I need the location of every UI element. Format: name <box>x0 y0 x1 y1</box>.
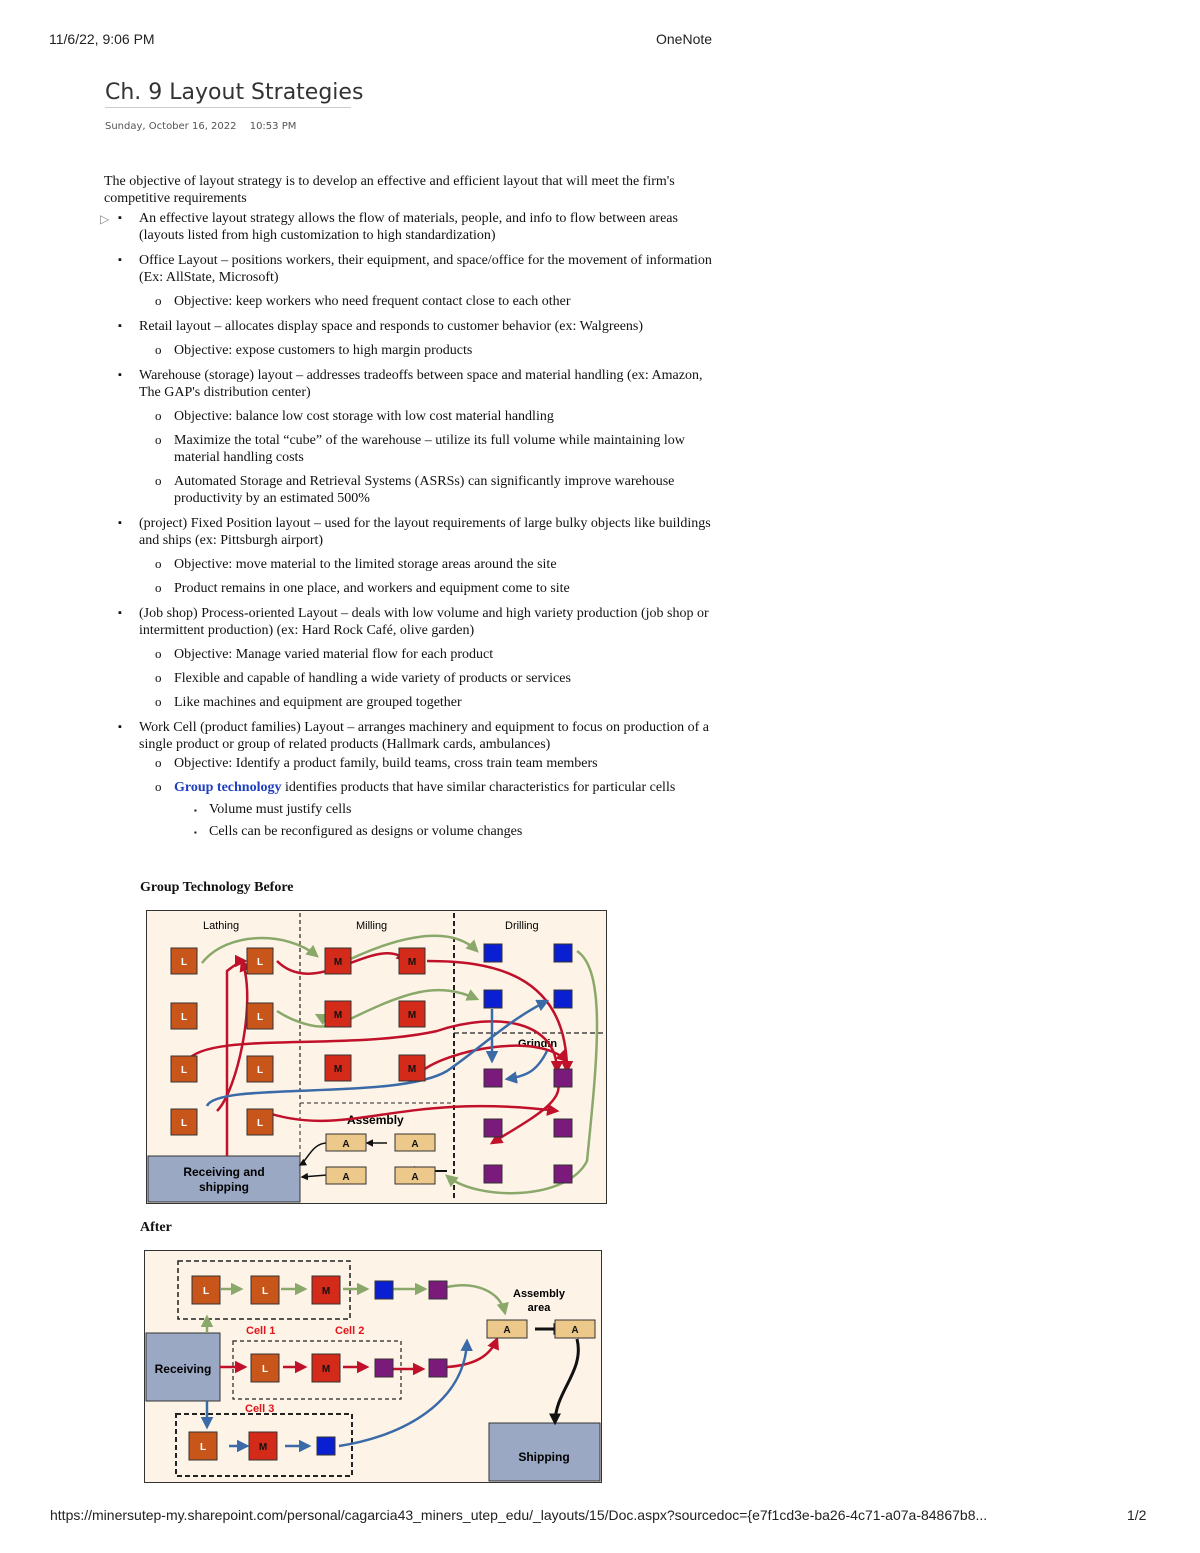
list-item-text: Like machines and equipment are grouped together <box>174 695 462 710</box>
sub-list-item <box>104 342 724 359</box>
before-layout-diagram <box>147 911 606 1203</box>
sub-list-item <box>104 556 724 573</box>
sub-list-item <box>104 432 724 466</box>
lathe-machine <box>171 1109 197 1135</box>
assembly-station <box>326 1134 366 1151</box>
svg-text:A: A <box>411 1172 419 1183</box>
sub-sub-list-item <box>104 823 724 840</box>
grind-machine <box>554 1069 572 1087</box>
intro-paragraph: The objective of layout strategy is to develop an effective and efficient layout that will meet the firm's competitive requirements <box>104 174 675 206</box>
list-item-text: Objective: balance low cost storage with low cost material handling <box>174 409 554 424</box>
mill-machine <box>325 1055 351 1081</box>
svg-text:A: A <box>342 1139 350 1150</box>
lathe-machine <box>247 1056 273 1082</box>
assembly-station <box>487 1320 527 1338</box>
assembly-area-label-1: Assembly <box>513 1288 565 1300</box>
svg-text:M: M <box>407 1010 417 1021</box>
svg-text:L: L <box>180 1065 188 1076</box>
after-caption: After <box>140 1220 172 1235</box>
list-item <box>104 252 724 286</box>
sub-list-item <box>104 646 724 663</box>
receiving-label-1: Receiving and <box>183 1165 265 1179</box>
svg-text:M: M <box>407 1064 417 1075</box>
mill-machine <box>399 1001 425 1027</box>
svg-text:L: L <box>256 1012 264 1023</box>
sub-list-item <box>104 408 724 425</box>
list-item-text: Maximize the total “cube” of the warehouse – utilize its full volume while maintaining low material handling costs <box>174 433 685 465</box>
sub-list-item <box>104 293 724 310</box>
receiving-label: Receiving <box>154 1362 212 1376</box>
grind-machine <box>484 1069 502 1087</box>
drill-machine <box>317 1437 335 1455</box>
svg-text:A: A <box>503 1325 511 1336</box>
sub-list-item <box>104 755 724 772</box>
svg-text:A: A <box>411 1139 419 1150</box>
svg-text:M: M <box>333 1010 343 1021</box>
list-item-text: Cells can be reconfigured as designs or volume changes <box>209 824 523 839</box>
svg-text:M: M <box>321 1286 331 1297</box>
list-item <box>104 515 724 549</box>
print-page-number: 1/2 <box>1127 1507 1147 1523</box>
svg-text:L: L <box>256 1118 264 1129</box>
mill-machine <box>312 1276 340 1304</box>
drill-machine <box>554 990 572 1008</box>
svg-text:L: L <box>256 957 264 968</box>
sub-list-item <box>104 473 724 507</box>
list-item <box>104 318 724 335</box>
svg-text:L: L <box>180 957 188 968</box>
mill-machine <box>312 1354 340 1382</box>
svg-text:M: M <box>407 957 417 968</box>
grind-machine <box>484 1165 502 1183</box>
grind-machine <box>375 1359 393 1377</box>
list-item-text: Work Cell (product families) Layout – arranges machinery and equipment to focus on production of a single product or group of related products (Hallmark cards, ambulances) <box>139 720 709 752</box>
list-item <box>104 719 724 753</box>
drill-machine <box>484 990 502 1008</box>
list-item-text: Office Layout – positions workers, their equipment, and space/office for the movement of information (Ex: AllState, Microsoft) <box>139 253 712 285</box>
sub-list-item <box>104 580 724 597</box>
list-item <box>100 210 724 244</box>
sub-sub-list-item <box>104 801 724 818</box>
assembly-label: Assembly <box>347 1113 404 1127</box>
receiving-shipping-dock <box>148 1156 300 1202</box>
mill-machine <box>325 1001 351 1027</box>
svg-text:A: A <box>571 1325 579 1336</box>
list-item-text: identifies products that have similar characteristics for particular cells <box>281 780 676 795</box>
group-technology-link[interactable]: Group technology <box>174 780 282 795</box>
list-item-text: (project) Fixed Position layout – used for the layout requirements of large bulky objects like buildings and ships (ex: Pittsburgh airport) <box>139 516 711 548</box>
list-item-text: An effective layout strategy allows the flow of materials, people, and info to flow between areas (layouts listed from high customization to high standardization) <box>139 211 678 243</box>
list-item-text: Automated Storage and Retrieval Systems (ASRSs) can significantly improve warehouse productivity by an estimated 500% <box>174 474 675 506</box>
page-timestamp <box>105 121 306 132</box>
lathe-machine <box>171 1056 197 1082</box>
list-item-text: Volume must justify cells <box>209 802 352 817</box>
print-datetime: 11/6/22, 9:06 PM <box>49 31 155 47</box>
before-caption: Group Technology Before <box>140 880 294 895</box>
mill-machine <box>399 1055 425 1081</box>
svg-text:L: L <box>180 1118 188 1129</box>
svg-text:M: M <box>321 1364 331 1375</box>
svg-text:L: L <box>261 1364 269 1375</box>
lathing-label: Lathing <box>203 920 240 932</box>
svg-text:L: L <box>261 1286 269 1297</box>
svg-text:L: L <box>180 1012 188 1023</box>
list-item-text: Warehouse (storage) layout – addresses tradeoffs between space and material handling (ex: Amazon, The GAP's distribution center) <box>139 368 703 400</box>
svg-text:L: L <box>202 1286 210 1297</box>
page-time: 10:53 PM <box>249 121 297 132</box>
mill-machine <box>399 948 425 974</box>
page-title: Ch. 9 Layout Strategies <box>105 80 351 108</box>
cell-2-label: Cell 2 <box>335 1325 365 1337</box>
assembly-station <box>395 1134 435 1151</box>
lathe-machine <box>247 1003 273 1029</box>
sub-list-item <box>104 694 724 711</box>
page-date: Sunday, October 16, 2022 <box>105 121 237 132</box>
svg-text:M: M <box>333 957 343 968</box>
svg-text:M: M <box>258 1442 268 1453</box>
list-item-text: Retail layout – allocates display space and responds to customer behavior (ex: Walgreens) <box>139 319 644 334</box>
assembly-area-label-2: area <box>527 1302 551 1314</box>
svg-text:A: A <box>342 1172 350 1183</box>
sub-list-item <box>104 670 724 687</box>
before-layout-figure <box>146 910 607 1204</box>
assembly-station <box>555 1320 595 1338</box>
svg-text:L: L <box>256 1065 264 1076</box>
receiving-label-2: shipping <box>199 1180 249 1194</box>
sub-list-item <box>104 779 724 796</box>
drill-machine <box>375 1281 393 1299</box>
after-layout-diagram <box>145 1251 601 1482</box>
mill-machine <box>249 1432 277 1460</box>
grind-machine <box>429 1359 447 1377</box>
lathe-machine <box>189 1432 217 1460</box>
svg-text:L: L <box>199 1442 207 1453</box>
list-item <box>104 605 724 639</box>
mill-machine <box>325 948 351 974</box>
list-item-text: Objective: keep workers who need frequent contact close to each other <box>174 294 571 309</box>
print-app-name: OneNote <box>656 31 713 47</box>
list-item-text: Objective: move material to the limited storage areas around the site <box>174 557 557 572</box>
lathe-machine <box>171 948 197 974</box>
list-item <box>104 367 724 401</box>
tag-arrow-icon: ▪ ▷ <box>100 212 110 226</box>
assembly-station <box>326 1167 366 1184</box>
cell-3-label: Cell 3 <box>245 1403 275 1415</box>
list-item-text: Flexible and capable of handling a wide variety of products or services <box>174 671 571 686</box>
list-item-text: (Job shop) Process-oriented Layout – deals with low volume and high variety production (job shop or intermittent production) (ex: Hard Rock Café, olive garden) <box>139 606 709 638</box>
list-item-text: Objective: expose customers to high margin products <box>174 343 473 358</box>
milling-label: Milling <box>356 920 388 932</box>
grinding-label: Grindin <box>518 1038 558 1050</box>
list-item-text: Objective: Manage varied material flow for each product <box>174 647 494 662</box>
grind-machine <box>554 1119 572 1137</box>
print-url: https://minersutep-my.sharepoint.com/personal/cagarcia43_miners_utep_edu/_layouts/15/Doc.aspx?sourcedoc={e7f1cd3e-ba26-4c71-a07a-84867b8... <box>50 1507 988 1523</box>
lathe-machine <box>251 1354 279 1382</box>
bullet-list <box>100 210 724 840</box>
shipping-label: Shipping <box>518 1450 570 1464</box>
drill-machine <box>484 944 502 962</box>
lathe-machine <box>171 1003 197 1029</box>
lathe-machine <box>251 1276 279 1304</box>
lathe-machine <box>192 1276 220 1304</box>
list-item-text: Objective: Identify a product family, build teams, cross train team members <box>174 756 598 771</box>
note-body <box>100 173 724 840</box>
grind-machine <box>484 1119 502 1137</box>
svg-text:M: M <box>333 1064 343 1075</box>
lathe-machine <box>247 948 273 974</box>
lathe-machine <box>247 1109 273 1135</box>
grind-machine <box>429 1281 447 1299</box>
cell-1-label: Cell 1 <box>246 1325 276 1337</box>
grind-machine <box>554 1165 572 1183</box>
list-item-text: Product remains in one place, and workers and equipment come to site <box>174 581 570 596</box>
after-layout-figure <box>144 1250 602 1483</box>
assembly-station <box>395 1167 435 1184</box>
drilling-label: Drilling <box>505 920 539 932</box>
drill-machine <box>554 944 572 962</box>
